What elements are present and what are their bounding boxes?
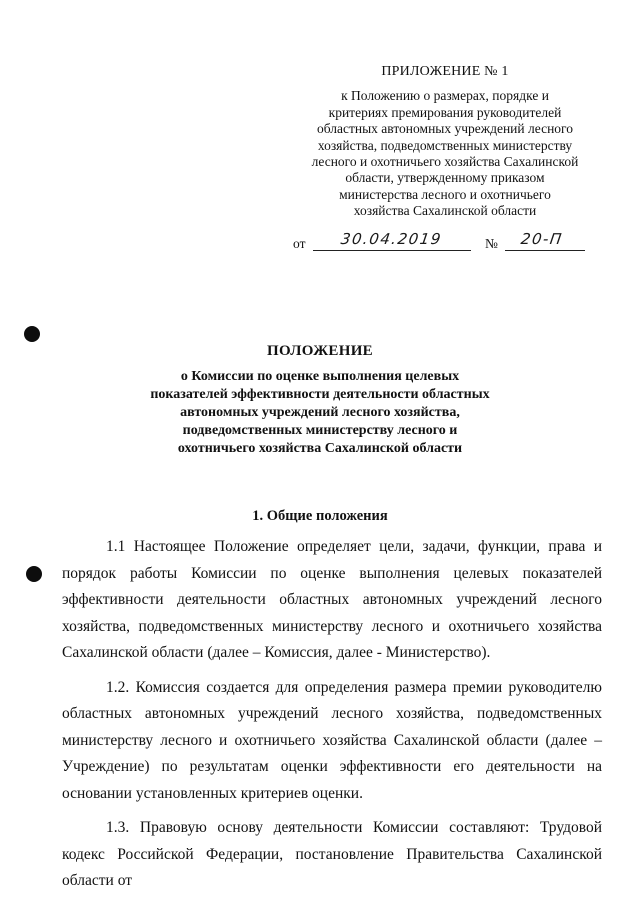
subtitle-line: автономных учреждений лесного хозяйства, — [180, 405, 460, 420]
appendix-line: министерства лесного и охотничьего — [339, 186, 551, 202]
appendix-line: к Положению о размерах, порядке и — [341, 88, 549, 104]
paragraph: 1.1 Настоящее Положение определяет цели, задачи, функции, права и порядок работы Комиссии по оценке выполнения целевых показателей эффективности деятельности областных автономных учреждений лесного хозяйства, подведомственных министерству лесного и охотничьего хозяйства Сахалинской области (далее – Комиссия, далее - Министерство). — [62, 538, 602, 661]
appendix-reference — [280, 88, 610, 219]
section-heading: 1. Общие положения — [252, 508, 388, 524]
appendix-header — [280, 64, 610, 220]
appendix-title: ПРИЛОЖЕНИЕ № 1 — [381, 64, 509, 79]
document-subtitle — [100, 368, 540, 458]
subtitle-line: о Комиссии по оценке выполнения целевых — [180, 369, 460, 384]
paragraph: 1.2. Комиссия создается для определения размера премии руководителю областных автономных учреждений лесного хозяйства, подведомственных министерству лесного и охотничьего хозяйства Сахалинской области (далее – Учреждение) по результатам оценки эффективности его деятельности на основании установленных критериев оценки. — [62, 678, 602, 802]
appendix-line: лесного и охотничьего хозяйства Сахалинской — [311, 154, 579, 170]
order-date-line — [293, 232, 623, 254]
binder-hole — [26, 566, 42, 582]
appendix-line: критериях премирования руководителей — [328, 104, 562, 120]
document-body — [62, 534, 602, 895]
appendix-line: области, утвержденному приказом — [345, 170, 545, 186]
appendix-line: хозяйства, подведомственных министерству — [317, 137, 573, 153]
subtitle-line: показателей эффективности деятельности областных — [150, 387, 490, 402]
subtitle-line: охотничьего хозяйства Сахалинской области — [177, 441, 463, 456]
number-label: № — [485, 236, 498, 251]
handwritten-date: 30.04.2019 — [339, 230, 444, 248]
number-field — [505, 232, 585, 251]
handwritten-number: 20-П — [519, 230, 565, 248]
appendix-line: областных автономных учреждений лесного — [316, 121, 573, 137]
date-label: от — [293, 236, 306, 251]
subtitle-line: подведомственных министерству лесного и — [182, 423, 458, 438]
paragraph: 1.3. Правовую основу деятельности Комиссии составляют: Трудовой кодекс Российской Федерации, постановление Правительства Сахалинской области от — [62, 819, 602, 889]
binder-hole — [24, 326, 40, 342]
document-title: ПОЛОЖЕНИЕ — [267, 343, 373, 359]
date-field — [313, 232, 471, 251]
appendix-line: хозяйства Сахалинской области — [353, 203, 537, 219]
